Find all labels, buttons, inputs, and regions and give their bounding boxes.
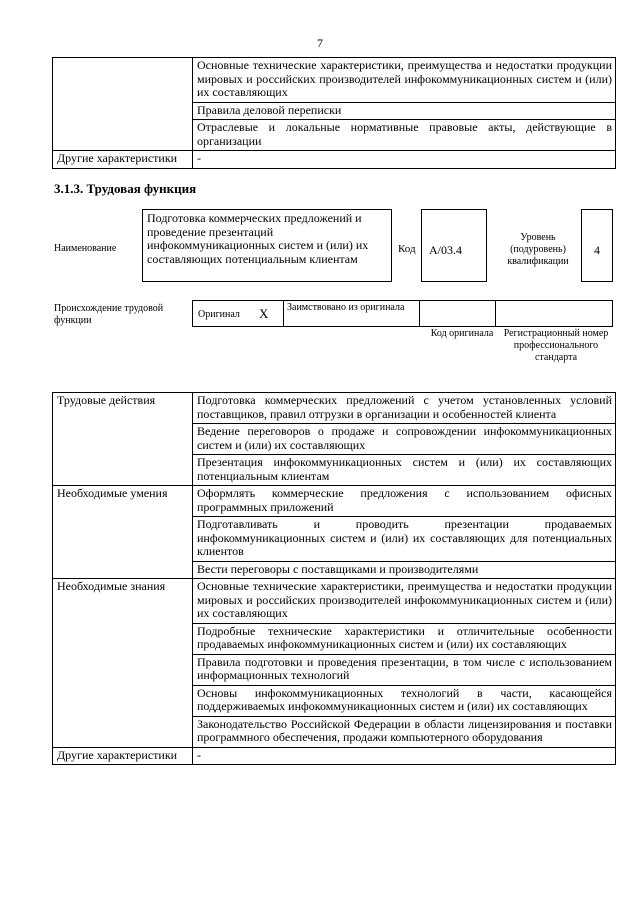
- origin-row: [192, 300, 613, 327]
- level-value-box: [581, 209, 613, 282]
- section-label: Необходимые умения: [53, 486, 193, 579]
- table-item: Подробные технические характеристики и отличительные особенности продаваемых инфокоммуникационных систем и (или) их составляющих: [193, 623, 616, 654]
- borrowed-cell: [283, 301, 420, 326]
- section-label: Другие характеристики: [53, 747, 193, 765]
- table-item: Подготовка коммерческих предложений с учетом установленных условий поставщиков, правил отгрузки в организации и особенностей клиента: [193, 393, 616, 424]
- original-cell: [193, 301, 284, 326]
- code-label: Код: [398, 243, 416, 255]
- code-value-box: [421, 209, 487, 282]
- borrowed-label: Заимствовано из оригинала: [287, 302, 405, 313]
- table-item: Основы инфокоммуникационных технологий в части, касающейся поддерживаемых инфокоммуникационных систем и (или) их составляющих: [193, 685, 616, 716]
- reg-number-caption: Регистрационный номер профессионального стандарта: [503, 328, 609, 363]
- table-item: Основные технические характеристики, преимущества и недостатки продукции мировых и российских производителей инфокоммуникационных систем и (или) их составляющих: [193, 579, 616, 624]
- code-original-caption: Код оригинала: [430, 328, 494, 339]
- top-table-item: Правила деловой переписки: [193, 102, 616, 120]
- page-number: 7: [317, 36, 323, 50]
- top-table-item: Основные технические характеристики, преимущества и недостатки продукции мировых и российских производителей инфокоммуникационных систем и (или) их составляющих: [193, 58, 616, 103]
- section-heading: 3.1.3. Трудовая функция: [54, 181, 197, 196]
- original-mark: X: [259, 306, 269, 321]
- table-item: -: [193, 747, 616, 765]
- top-table-item: Отраслевые и локальные нормативные правовые акты, действующие в организации: [193, 120, 616, 151]
- top-table-item: -: [193, 151, 616, 169]
- top-table: [52, 57, 616, 169]
- origin-label: Происхождение трудовой функции: [54, 303, 164, 326]
- table-item: Ведение переговоров о продаже и сопровождении инфокоммуникационных систем и (или) их составляющих: [193, 424, 616, 455]
- top-table-label-empty: [53, 58, 193, 151]
- table-item: Вести переговоры с поставщиками и производителями: [193, 561, 616, 579]
- section-label: Трудовые действия: [53, 393, 193, 486]
- table-item: Оформлять коммерческие предложения с использованием офисных программных приложений: [193, 486, 616, 517]
- level-value: 4: [594, 243, 600, 257]
- table-item: Законодательство Российской Федерации в области лицензирования и поставки программного обеспечения, продажи компьютерного оборудования: [193, 716, 616, 747]
- name-value: Подготовка коммерческих предложений и проведение презентаций инфокоммуникационных систем и (или) их составляющих потенциальным клиентам: [147, 211, 369, 266]
- name-value-box: [142, 209, 392, 282]
- level-label: Уровень (подуровень) квалификации: [507, 232, 569, 267]
- main-table: [52, 392, 616, 765]
- name-label: Наименование: [54, 243, 117, 254]
- section-label: Необходимые знания: [53, 579, 193, 748]
- table-item: Правила подготовки и проведения презентации, в том числе с использованием информационных технологий: [193, 654, 616, 685]
- table-item: Презентация инфокоммуникационных систем и (или) их составляющих потенциальным клиентам: [193, 455, 616, 486]
- code-original-cell: [419, 301, 496, 326]
- table-item: Подготавливать и проводить презентации продаваемых инфокоммуникационных систем и (или) их составляющих для потенциальных клиентов: [193, 517, 616, 562]
- original-label: Оригинал: [198, 309, 240, 320]
- code-value: А/03.4: [429, 243, 462, 257]
- top-table-label: Другие характеристики: [53, 151, 193, 169]
